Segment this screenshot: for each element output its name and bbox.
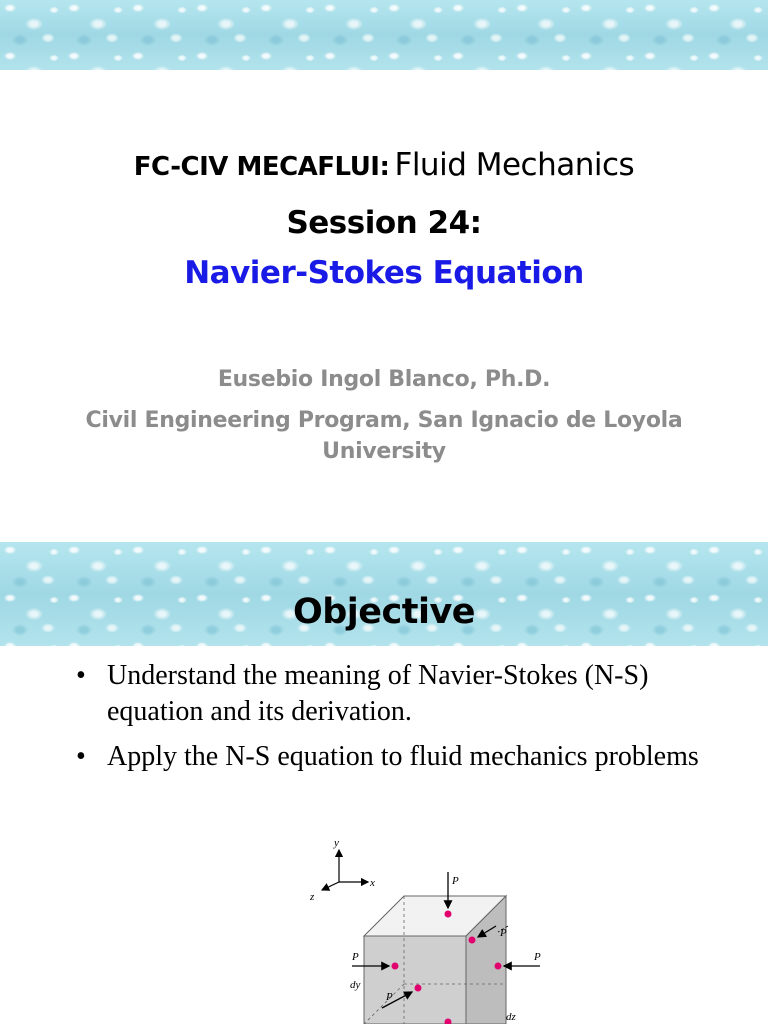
fluid-element-diagram [300, 832, 560, 1024]
topic-title: Navier-Stokes Equation [184, 255, 584, 291]
pressure-label: P [352, 951, 359, 963]
list-item [76, 739, 716, 775]
pressure-label: P [534, 951, 541, 963]
fluid-element-cube [364, 896, 506, 1024]
course-subject: Fluid Mechanics [394, 147, 635, 183]
axes-icon [309, 837, 375, 903]
dz-label: dz [506, 1011, 516, 1023]
title-slide [0, 70, 768, 542]
axis-y-label: y [334, 837, 339, 849]
water-banner-top [0, 0, 768, 70]
axis-x-label: x [370, 877, 375, 889]
course-code: FC-CIV MECAFLUI: [133, 152, 390, 182]
bullet-icon: • [76, 660, 86, 691]
pressure-label: P [500, 927, 507, 939]
pressure-label: P [452, 875, 459, 887]
dy-label: dy [350, 979, 361, 991]
axis-z-label: z [310, 891, 315, 903]
objective-list [76, 658, 716, 784]
bullet-text: Understand the meaning of Navier-Stokes (N-S) equation and its derivation. [107, 660, 649, 727]
author-affiliation: Civil Engineering Program, San Ignacio de Loyola University [85, 408, 683, 464]
objective-heading: Objective [292, 592, 476, 632]
course-title [0, 147, 768, 183]
bullet-icon: • [76, 741, 86, 772]
bullet-text: Apply the N-S equation to fluid mechanics problems [107, 741, 699, 772]
session-title: Session 24: [286, 205, 482, 241]
author-name: Eusebio Ingol Blanco, Ph.D. [217, 367, 551, 392]
pressure-label: P [386, 991, 393, 1003]
list-item [76, 658, 716, 730]
